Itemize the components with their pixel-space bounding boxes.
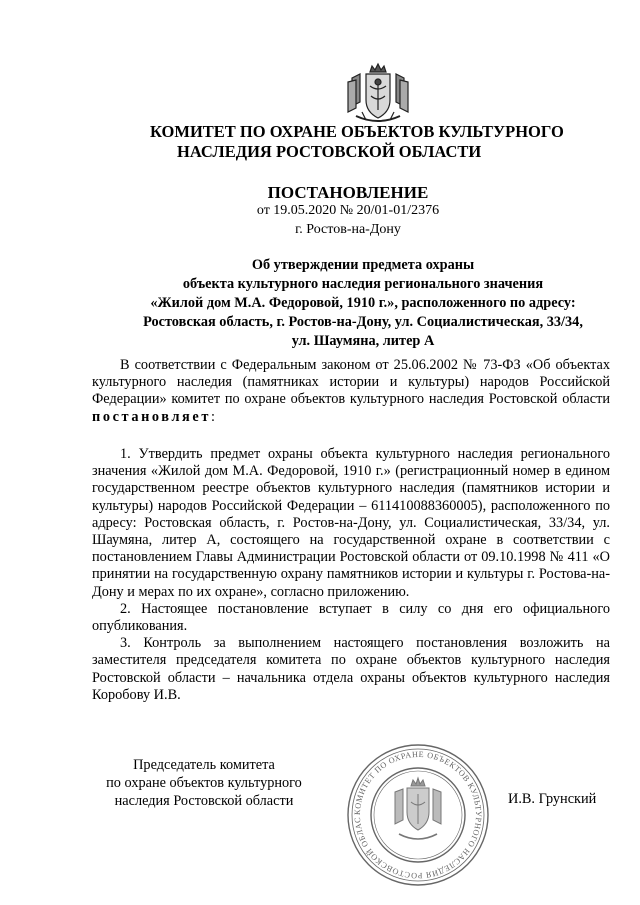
preamble xyxy=(92,357,610,426)
subject-line-4: Ростовская область, г. Ростов-на-Дону, ул. Социалистическая, 33/34, xyxy=(143,314,583,330)
document-subject xyxy=(100,256,626,351)
list-item: 3. Контроль за выполнением настоящего постановления возложить на заместителя председателя комитета по охране объектов культурного наследия Ростовской области – начальника отдела охраны объектов культурного наследия Коробову И.В. xyxy=(92,635,610,703)
position-line-1: Председатель комитета xyxy=(133,757,275,773)
official-seal-icon xyxy=(345,742,491,888)
resolution-items xyxy=(92,446,610,704)
decree-word: постановляет xyxy=(92,408,211,425)
document-date-number: от 19.05.2020 № 20/01-01/2376 xyxy=(256,203,440,218)
committee-line-2: НАСЛЕДИЯ РОСТОВСКОЙ ОБЛАСТИ xyxy=(177,142,482,161)
preamble-text: В соответствии с Федеральным законом от 25.06.2002 № 73-ФЗ «Об объектах культурного наследия (памятниках истории и культуры) народов Российской Федерации» комитет по охране объектов культурного наследия Ростовской области xyxy=(92,357,610,408)
list-item: 2. Настоящее постановление вступает в силу со дня его официального опубликования. xyxy=(92,600,610,635)
subject-line-3: «Жилой дом М.А. Федоровой, 1910 г.», расположенного по адресу: xyxy=(150,295,576,311)
preamble-paragraph xyxy=(92,357,610,426)
committee-heading xyxy=(150,122,620,162)
subject-line-2: объекта культурного наследия регионального значения xyxy=(182,276,544,292)
preamble-ending: : xyxy=(210,408,215,425)
committee-line-1: КОМИТЕТ ПО ОХРАНЕ ОБЪЕКТОВ КУЛЬТУРНОГО xyxy=(150,122,564,141)
document-type: ПОСТАНОВЛЕНИЕ xyxy=(267,183,429,202)
document-city: г. Ростов-на-Дону xyxy=(295,222,401,237)
list-item: 1. Утвердить предмет охраны объекта культурного наследия регионального значения «Жилой дом М.А. Федоровой, 1910 г.» (регистрационный номер в едином государственном реестре объектов культурного наследия (памятников истории и культуры) народов Российской Федерации – 611410088360005), расположенного по адресу: Ростовская область, г. Ростов-на-Дону, ул. Социалистическая, 33/34, ул. Шаумяна, литер А, состоящего на государственной охране в соответствии с постановлением Главы Администрации Ростовской области от 09.10.1998 № 411 «О принятии на государственную охрану памятников истории и культуры г. Ростова-на-Дону и мерах по их охране», согласно приложению. xyxy=(92,446,610,600)
signatory-name: И.В. Грунский xyxy=(508,791,597,807)
subject-line-1: Об утверждении предмета охраны xyxy=(251,257,475,273)
subject-line-5: ул. Шаумяна, литер А xyxy=(291,333,435,349)
position-line-2: по охране объектов культурного xyxy=(106,775,302,791)
coat-of-arms-icon xyxy=(342,62,414,128)
seal-text: КОМИТЕТ ПО ОХРАНЕ ОБЪЕКТОВ КУЛЬТУРНОГО НАСЛЕДИЯ РОСТОВСКОЙ ОБЛАС xyxy=(352,749,484,881)
signatory-position xyxy=(84,756,324,810)
position-line-3: наследия Ростовской области xyxy=(114,793,294,809)
